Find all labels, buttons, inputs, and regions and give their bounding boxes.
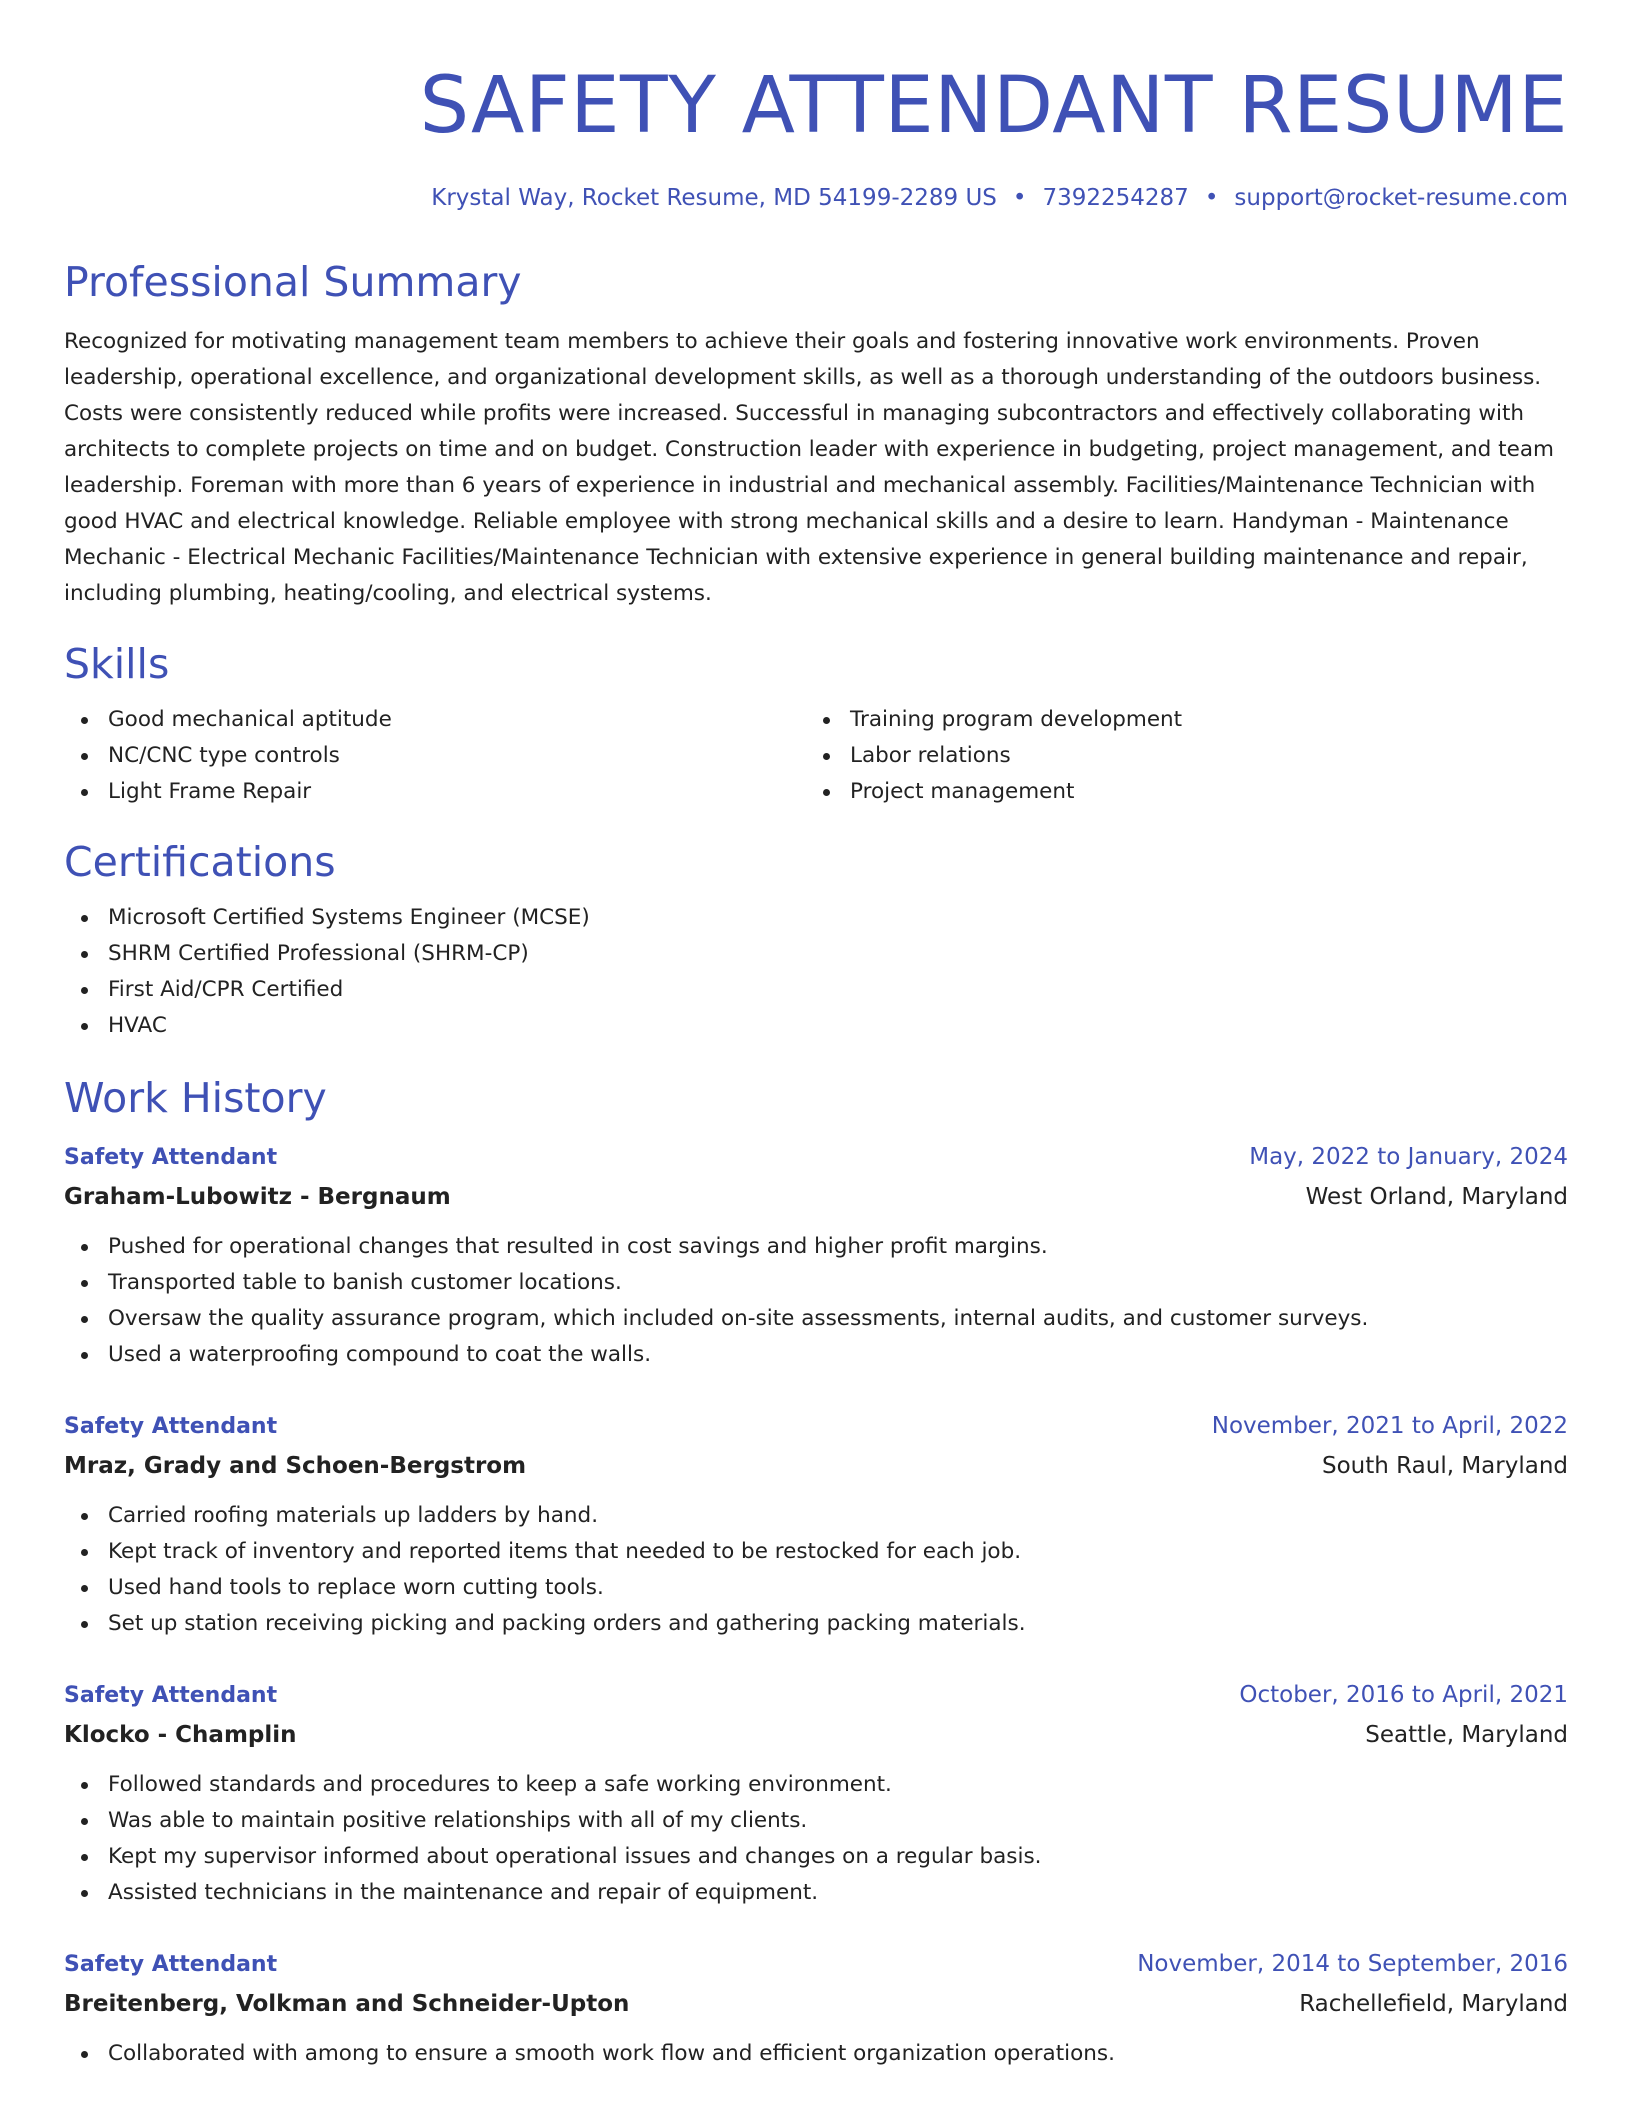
job-company: Breitenberg, Volkman and Schneider-Upton	[64, 1991, 630, 2017]
resume-header	[64, 58, 1568, 214]
work-history-section	[64, 1072, 1568, 2072]
certification-item: First Aid/CPR Certified	[64, 972, 1568, 1008]
job-dates: November, 2014 to September, 2016	[1137, 1951, 1568, 1977]
skills-heading: Skills	[64, 640, 170, 688]
job-duty: Oversaw the quality assurance program, which included on-site assessments, internal audits, and customer surveys.	[64, 1301, 1568, 1337]
skill-item: NC/CNC type controls	[64, 738, 806, 774]
job-title: Safety Attendant	[64, 1952, 278, 1977]
certification-item: HVAC	[64, 1008, 1568, 1044]
job-duty: Followed standards and procedures to keep a safe working environment.	[64, 1767, 1568, 1803]
job-entry	[64, 1945, 1568, 2072]
job-entry	[64, 1407, 1568, 1642]
job-title: Safety Attendant	[64, 1414, 278, 1439]
job-location: Rachellefield, Maryland	[1299, 1991, 1568, 2017]
job-duty: Assisted technicians in the maintenance and repair of equipment.	[64, 1875, 1568, 1911]
resume-title: SAFETY ATTENDANT RESUME	[419, 61, 1568, 151]
job-entry	[64, 1676, 1568, 1911]
job-duty: Set up station receiving picking and packing orders and gathering packing materials.	[64, 1606, 1568, 1642]
job-duty: Used hand tools to replace worn cutting tools.	[64, 1570, 1568, 1606]
skills-list-right	[806, 702, 1568, 810]
job-location: South Raul, Maryland	[1322, 1453, 1568, 1479]
job-dates: November, 2021 to April, 2022	[1211, 1413, 1568, 1439]
job-duty: Carried roofing materials up ladders by hand.	[64, 1498, 1568, 1534]
certifications-heading: Certifications	[64, 838, 336, 886]
job-title: Safety Attendant	[64, 1145, 278, 1170]
job-location: West Orland, Maryland	[1305, 1184, 1568, 1210]
skill-item: Good mechanical aptitude	[64, 702, 806, 738]
job-duty: Used a waterproofing compound to coat the walls.	[64, 1337, 1568, 1373]
skill-item: Labor relations	[806, 738, 1568, 774]
job-duties-list	[64, 1229, 1568, 1373]
contact-separator: •	[1012, 185, 1027, 211]
job-duty: Kept track of inventory and reported items that needed to be restocked for each job.	[64, 1534, 1568, 1570]
job-title: Safety Attendant	[64, 1683, 278, 1708]
skill-item: Training program development	[806, 702, 1568, 738]
contact-address: Krystal Way, Rocket Resume, MD 54199-2289 US	[431, 185, 997, 211]
job-duty: Collaborated with among to ensure a smooth work flow and efficient organization operations.	[64, 2036, 1568, 2072]
job-duty: Kept my supervisor informed about operational issues and changes on a regular basis.	[64, 1839, 1568, 1875]
job-header-row	[64, 1138, 1568, 1177]
job-duty: Transported table to banish customer locations.	[64, 1265, 1568, 1301]
job-duties-list	[64, 2036, 1568, 2072]
job-duty: Was able to maintain positive relationships with all of my clients.	[64, 1803, 1568, 1839]
job-dates: May, 2022 to January, 2024	[1249, 1144, 1568, 1170]
contact-separator: •	[1204, 185, 1219, 211]
certifications-section	[64, 836, 1568, 1044]
job-company-row	[64, 1715, 1568, 1755]
job-company-row	[64, 1984, 1568, 2024]
contact-email: support@rocket-resume.com	[1234, 185, 1568, 211]
job-location: Seattle, Maryland	[1365, 1722, 1568, 1748]
skill-item: Light Frame Repair	[64, 774, 806, 810]
job-entry	[64, 1138, 1568, 1373]
job-header-row	[64, 1407, 1568, 1446]
job-company-row	[64, 1177, 1568, 1217]
skills-section	[64, 638, 1568, 810]
job-dates: October, 2016 to April, 2021	[1239, 1682, 1568, 1708]
contact-phone: 7392254287	[1042, 185, 1189, 211]
job-company: Graham-Lubowitz - Bergnaum	[64, 1184, 451, 1210]
summary-section	[64, 256, 1568, 612]
summary-heading: Professional Summary	[64, 258, 522, 306]
job-company: Klocko - Champlin	[64, 1722, 297, 1748]
certifications-list	[64, 900, 1568, 1044]
skills-list-left	[64, 702, 806, 810]
certification-item: Microsoft Certified Systems Engineer (MCSE)	[64, 900, 1568, 936]
skills-grid	[64, 702, 1568, 810]
summary-text: Recognized for motivating management team members to achieve their goals and fostering innovative work environments. Proven leadership, operational excellence, and organizational development skills, as well as a thorough understanding of the outdoors business. Costs were consistently reduced while profits were increased. Successful in managing subcontractors and effectively collaborating with architects to complete projects on time and on budget. Construction leader with experience in budgeting, project management, and team leadership. Foreman with more than 6 years of experience in industrial and mechanical assembly. Facilities/Maintenance Technician with good HVAC and electrical knowledge. Reliable employee with strong mechanical skills and a desire to learn. Handyman - Maintenance Mechanic - Electrical Mechanic Facilities/Maintenance Technician with extensive experience in general building maintenance and repair, including plumbing, heating/cooling, and electrical systems.	[64, 329, 1554, 606]
job-company-row	[64, 1446, 1568, 1486]
job-duties-list	[64, 1498, 1568, 1642]
certification-item: SHRM Certified Professional (SHRM-CP)	[64, 936, 1568, 972]
job-header-row	[64, 1945, 1568, 1984]
job-duties-list	[64, 1767, 1568, 1911]
contact-line	[64, 182, 1568, 214]
job-duty: Pushed for operational changes that resulted in cost savings and higher profit margins.	[64, 1229, 1568, 1265]
work-history-heading: Work History	[64, 1074, 327, 1122]
skill-item: Project management	[806, 774, 1568, 810]
job-company: Mraz, Grady and Schoen-Bergstrom	[64, 1453, 527, 1479]
job-header-row	[64, 1676, 1568, 1715]
